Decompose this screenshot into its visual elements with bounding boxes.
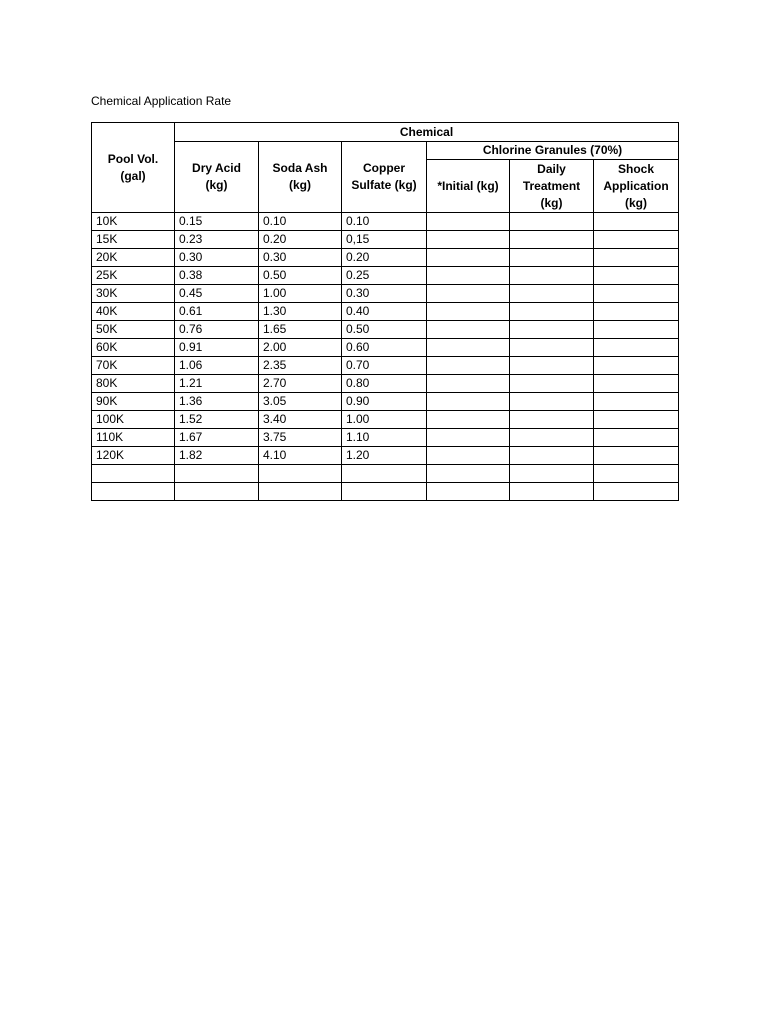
dry-acid-cell <box>175 465 259 483</box>
soda-ash-cell: 2.35 <box>259 357 342 375</box>
pool-vol-cell: 120K <box>92 447 175 465</box>
dry-acid-cell: 0.15 <box>175 213 259 231</box>
dry-acid-cell: 0.61 <box>175 303 259 321</box>
shock-application-cell <box>594 411 679 429</box>
table-body <box>92 213 679 501</box>
copper-sulfate-cell: 0.50 <box>342 321 427 339</box>
copper-sulfate-cell: 1.20 <box>342 447 427 465</box>
shock-application-cell <box>594 321 679 339</box>
initial-cell <box>427 447 510 465</box>
initial-cell <box>427 393 510 411</box>
daily-treatment-cell <box>510 285 594 303</box>
table-row <box>92 357 679 375</box>
initial-cell <box>427 429 510 447</box>
table-row <box>92 447 679 465</box>
header-shock-application: Shock Application (kg) <box>594 160 679 213</box>
initial-cell <box>427 249 510 267</box>
copper-sulfate-cell: 0.30 <box>342 285 427 303</box>
soda-ash-cell <box>259 465 342 483</box>
shock-application-cell <box>594 213 679 231</box>
soda-ash-cell: 0.10 <box>259 213 342 231</box>
daily-treatment-cell <box>510 303 594 321</box>
pool-vol-cell: 100K <box>92 411 175 429</box>
initial-cell <box>427 375 510 393</box>
pool-vol-cell: 20K <box>92 249 175 267</box>
copper-sulfate-cell: 0.40 <box>342 303 427 321</box>
table-row <box>92 375 679 393</box>
initial-cell <box>427 339 510 357</box>
header-pool-vol: Pool Vol. (gal) <box>92 123 175 213</box>
copper-sulfate-cell: 1.00 <box>342 411 427 429</box>
daily-treatment-cell <box>510 357 594 375</box>
dry-acid-cell: 0.76 <box>175 321 259 339</box>
soda-ash-cell: 1.65 <box>259 321 342 339</box>
daily-treatment-cell <box>510 411 594 429</box>
pool-vol-cell: 30K <box>92 285 175 303</box>
table-row <box>92 267 679 285</box>
initial-cell <box>427 303 510 321</box>
daily-treatment-cell <box>510 465 594 483</box>
daily-treatment-cell <box>510 213 594 231</box>
table-row <box>92 429 679 447</box>
dry-acid-cell: 1.82 <box>175 447 259 465</box>
document-title: Chemical Application Rate <box>91 94 232 108</box>
table-row <box>92 483 679 501</box>
soda-ash-cell <box>259 483 342 501</box>
table-row <box>92 393 679 411</box>
pool-vol-cell: 80K <box>92 375 175 393</box>
daily-treatment-cell <box>510 429 594 447</box>
shock-application-cell <box>594 429 679 447</box>
initial-cell <box>427 321 510 339</box>
copper-sulfate-cell: 0.25 <box>342 267 427 285</box>
daily-treatment-cell <box>510 339 594 357</box>
shock-application-cell <box>594 231 679 249</box>
shock-application-cell <box>594 339 679 357</box>
initial-cell <box>427 267 510 285</box>
table-row <box>92 285 679 303</box>
soda-ash-cell: 1.00 <box>259 285 342 303</box>
dry-acid-cell <box>175 483 259 501</box>
table-row <box>92 249 679 267</box>
shock-application-cell <box>594 375 679 393</box>
table-row <box>92 213 679 231</box>
copper-sulfate-cell: 0.80 <box>342 375 427 393</box>
daily-treatment-cell <box>510 375 594 393</box>
table-row <box>92 411 679 429</box>
daily-treatment-cell <box>510 393 594 411</box>
dry-acid-cell: 1.06 <box>175 357 259 375</box>
daily-treatment-cell <box>510 321 594 339</box>
initial-cell <box>427 465 510 483</box>
dry-acid-cell: 1.21 <box>175 375 259 393</box>
daily-treatment-cell <box>510 483 594 501</box>
shock-application-cell <box>594 249 679 267</box>
table-row <box>92 339 679 357</box>
copper-sulfate-cell: 0.70 <box>342 357 427 375</box>
copper-sulfate-cell: 1.10 <box>342 429 427 447</box>
copper-sulfate-cell: 0.90 <box>342 393 427 411</box>
pool-vol-cell: 50K <box>92 321 175 339</box>
daily-treatment-cell <box>510 231 594 249</box>
shock-application-cell <box>594 303 679 321</box>
table-row <box>92 303 679 321</box>
pool-vol-cell: 10K <box>92 213 175 231</box>
dry-acid-cell: 1.67 <box>175 429 259 447</box>
pool-vol-cell: 110K <box>92 429 175 447</box>
initial-cell <box>427 213 510 231</box>
table-row <box>92 231 679 249</box>
soda-ash-cell: 2.00 <box>259 339 342 357</box>
header-daily-treatment: Daily Treatment (kg) <box>510 160 594 213</box>
initial-cell <box>427 411 510 429</box>
dry-acid-cell: 1.36 <box>175 393 259 411</box>
copper-sulfate-cell <box>342 483 427 501</box>
pool-vol-cell: 15K <box>92 231 175 249</box>
soda-ash-cell: 2.70 <box>259 375 342 393</box>
soda-ash-cell: 0.20 <box>259 231 342 249</box>
shock-application-cell <box>594 393 679 411</box>
pool-vol-cell <box>92 483 175 501</box>
soda-ash-cell: 4.10 <box>259 447 342 465</box>
pool-vol-cell: 90K <box>92 393 175 411</box>
dry-acid-cell: 0.45 <box>175 285 259 303</box>
shock-application-cell <box>594 285 679 303</box>
pool-vol-cell: 40K <box>92 303 175 321</box>
copper-sulfate-cell: 0.20 <box>342 249 427 267</box>
dry-acid-cell: 0.30 <box>175 249 259 267</box>
header-chemical: Chemical <box>175 123 679 142</box>
pool-vol-cell: 60K <box>92 339 175 357</box>
header-copper-sulfate: Copper Sulfate (kg) <box>342 142 427 213</box>
initial-cell <box>427 231 510 249</box>
soda-ash-cell: 3.75 <box>259 429 342 447</box>
pool-vol-cell <box>92 465 175 483</box>
chemical-rate-table <box>91 122 679 501</box>
copper-sulfate-cell: 0.10 <box>342 213 427 231</box>
daily-treatment-cell <box>510 249 594 267</box>
copper-sulfate-cell: 0.60 <box>342 339 427 357</box>
initial-cell <box>427 285 510 303</box>
soda-ash-cell: 3.40 <box>259 411 342 429</box>
shock-application-cell <box>594 483 679 501</box>
dry-acid-cell: 0.91 <box>175 339 259 357</box>
copper-sulfate-cell: 0,15 <box>342 231 427 249</box>
initial-cell <box>427 357 510 375</box>
soda-ash-cell: 0.50 <box>259 267 342 285</box>
copper-sulfate-cell <box>342 465 427 483</box>
initial-cell <box>427 483 510 501</box>
dry-acid-cell: 0.38 <box>175 267 259 285</box>
daily-treatment-cell <box>510 447 594 465</box>
dry-acid-cell: 0.23 <box>175 231 259 249</box>
header-chlorine-granules: Chlorine Granules (70%) <box>427 142 679 160</box>
soda-ash-cell: 1.30 <box>259 303 342 321</box>
shock-application-cell <box>594 267 679 285</box>
shock-application-cell <box>594 357 679 375</box>
shock-application-cell <box>594 447 679 465</box>
dry-acid-cell: 1.52 <box>175 411 259 429</box>
soda-ash-cell: 3.05 <box>259 393 342 411</box>
shock-application-cell <box>594 465 679 483</box>
table-row <box>92 321 679 339</box>
pool-vol-cell: 25K <box>92 267 175 285</box>
pool-vol-cell: 70K <box>92 357 175 375</box>
header-dry-acid: Dry Acid (kg) <box>175 142 259 213</box>
soda-ash-cell: 0.30 <box>259 249 342 267</box>
table-row <box>92 465 679 483</box>
daily-treatment-cell <box>510 267 594 285</box>
header-initial: *Initial (kg) <box>427 160 510 213</box>
header-soda-ash: Soda Ash (kg) <box>259 142 342 213</box>
